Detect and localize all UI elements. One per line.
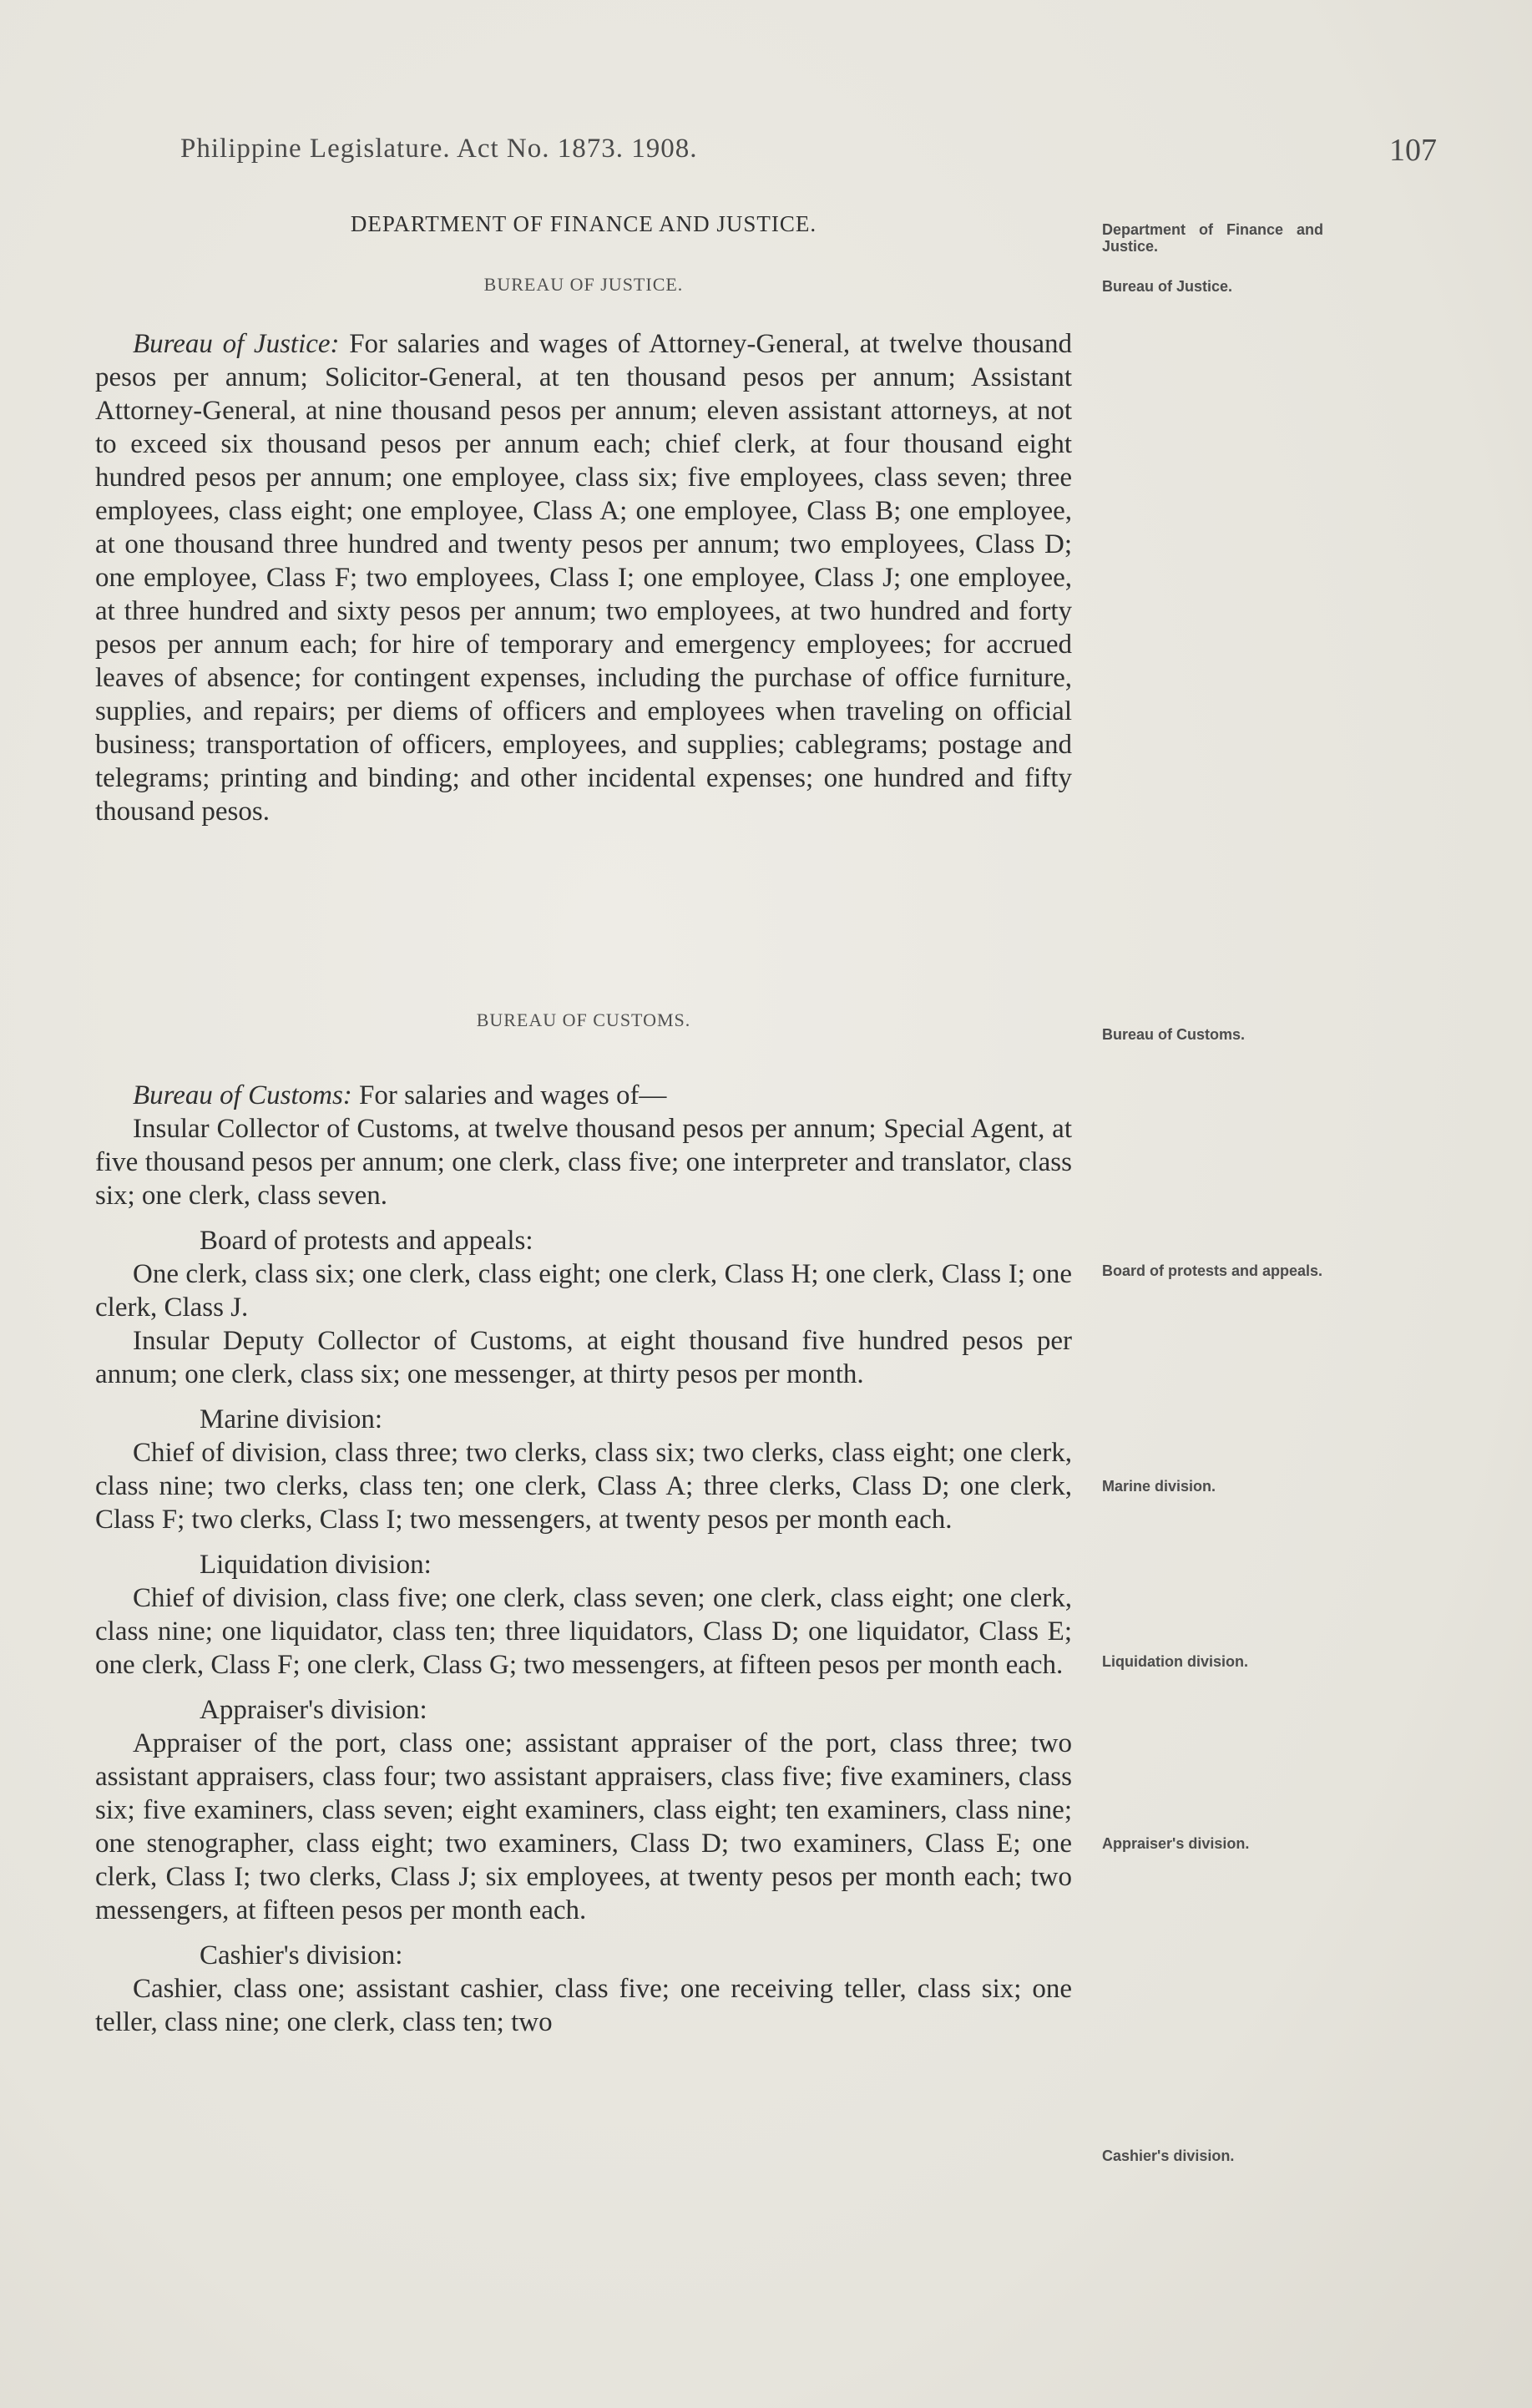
bureau-justice-heading: BUREAU OF JUSTICE. — [483, 274, 684, 295]
bureau-customs-heading: BUREAU OF CUSTOMS. — [476, 1009, 691, 1030]
running-header: Philippine Legislature. Act No. 1873. 1908. — [180, 134, 698, 164]
customs-intro-paragraph — [95, 1079, 1072, 1112]
sidenote-marine: Marine division. — [1102, 1478, 1216, 1495]
customs-collector-paragraph: Insular Collector of Customs, at twelve thousand pesos per annum; Special Agent, at five thousand pesos per annum; one clerk, class five; one interpreter and translator, class six; one clerk, class seven. — [95, 1114, 1072, 1211]
liquidation-heading: Liquidation division: — [200, 1550, 432, 1580]
customs-section — [95, 1079, 1072, 2039]
sidenote-board: Board of protests and appeals. — [1102, 1262, 1323, 1279]
sidenote-appraiser: Appraiser's division. — [1102, 1835, 1250, 1852]
cashier-heading: Cashier's division: — [200, 1940, 403, 1970]
customs-intro: For salaries and wages of— — [359, 1080, 667, 1110]
justice-paragraph — [95, 327, 1072, 828]
sidenote-cashier: Cashier's division. — [1102, 2147, 1235, 2164]
board-heading: Board of protests and appeals: — [200, 1226, 533, 1256]
appraiser-paragraph: Appraiser of the port, class one; assistant appraiser of the port, class three; two assistant appraisers, class four; two assistant appraisers, class five; five examiners, class six; five examiners, class seven; eight examiners, class eight; ten examiners, class nine; one stenographer, class eight; two examiners, Class D; two examiners, Class E; one clerk, Class I; two clerks, Class J; six employees, at twenty pesos per month each; two messengers, at fifteen pesos per month each. — [95, 1728, 1072, 1925]
justice-section — [95, 327, 1072, 828]
sidenote-department: Department of Finance and Justice. — [1102, 221, 1323, 255]
deputy-paragraph: Insular Deputy Collector of Customs, at eight thousand five hundred pesos per annum; one clerk, class six; one messenger, at thirty pesos per month. — [95, 1326, 1072, 1389]
cashier-paragraph: Cashier, class one; assistant cashier, class five; one receiving teller, class six; one teller, class nine; one clerk, class ten; two — [95, 1974, 1072, 2037]
justice-lead: Bureau of Justice: — [133, 329, 340, 359]
sidenote-liquidation: Liquidation division. — [1102, 1653, 1248, 1670]
sidenote-bureau-customs: Bureau of Customs. — [1102, 1026, 1246, 1043]
board-paragraph: One clerk, class six; one clerk, class eight; one clerk, Class H; one clerk, Class I; one clerk, Class J. — [95, 1259, 1072, 1323]
marine-heading: Marine division: — [200, 1404, 383, 1434]
customs-lead: Bureau of Customs: — [133, 1080, 352, 1110]
justice-text: For salaries and wages of Attorney-General, at twelve thousand pesos per annum; Solicitor-General, at ten thousand pesos per annum; Assistant Attorney-General, at nine thousand pesos per annum; eleven assistant attorneys, at not to exceed six thousand pesos per annum each; chief clerk, at four thousand eight hundred pesos per annum; one employee, class six; five employees, class seven; three employees, class eight; one employee, Class A; one employee, Class B; one employee, at one thousand three hundred and twenty pesos per annum; two employees, Class D; one employee, Class F; two employees, Class I; one employee, Class J; one employee, at three hundred and sixty pesos per annum; two employees, at two hundred and forty pesos per annum each; for hire of temporary and emergency employees; for accrued leaves of absence; for contingent expenses, including the purchase of office furniture, supplies, and repairs; per diems of officers and employees when traveling on official business; transportation of officers, employees, and supplies; cablegrams; postage and telegrams; printing and binding; and other incidental expenses; one hundred and fifty thousand pesos. — [95, 329, 1072, 827]
page-number: 107 — [1389, 133, 1437, 168]
liquidation-paragraph: Chief of division, class five; one clerk, class seven; one clerk, class eight; one clerk, class nine; one liquidator, class ten; three liquidators, Class D; one liquidator, Class E; one clerk, Class F; one clerk, Class G; two messengers, at fifteen pesos per month each. — [95, 1583, 1072, 1680]
department-heading: DEPARTMENT OF FINANCE AND JUSTICE. — [350, 211, 817, 236]
marine-paragraph: Chief of division, class three; two clerks, class six; two clerks, class eight; one clerk, class nine; two clerks, class ten; one clerk, Class A; three clerks, Class D; one clerk, Class F; two clerks, Class I; two messengers, at twenty pesos per month each. — [95, 1438, 1072, 1535]
sidenote-bureau-justice: Bureau of Justice. — [1102, 278, 1233, 295]
appraiser-heading: Appraiser's division: — [200, 1695, 427, 1725]
